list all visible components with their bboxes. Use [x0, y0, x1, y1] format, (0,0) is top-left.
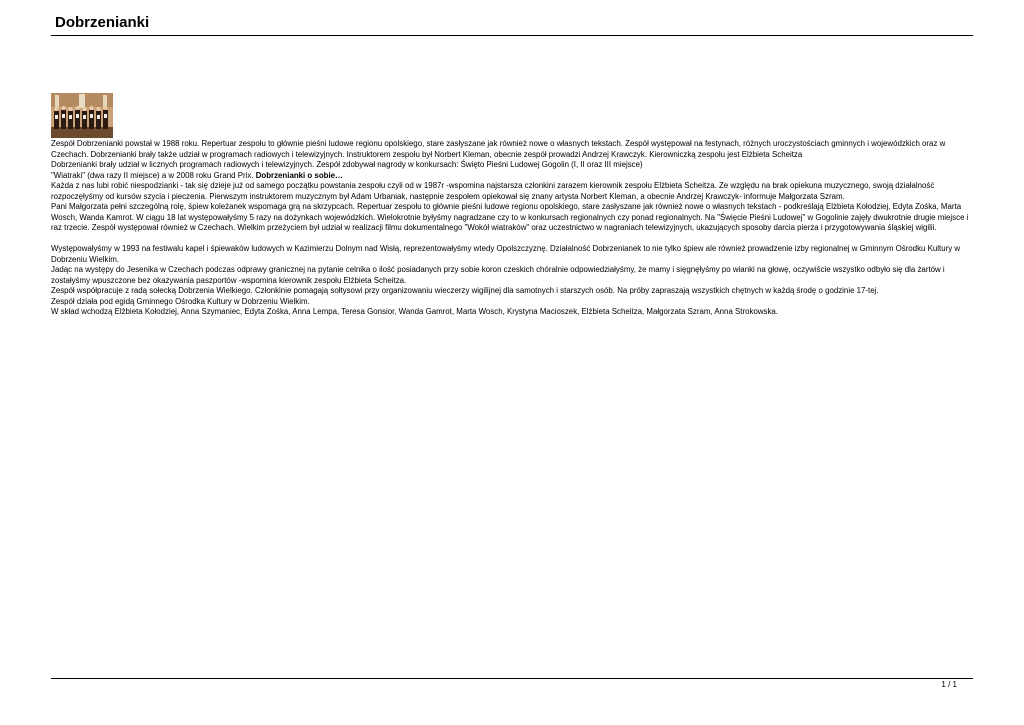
paragraph: Dobrzenianki brały udział w licznych programach radiowych i telewizyjnych. Zespół zdobywał nagrody w konkursach: Święto Pieśni Ludowej Gogolin (I, II oraz III miejsce)	[51, 160, 643, 169]
paragraph: Jadąc na występy do Jesenika w Czechach podczas odprawy granicznej na pytanie celnika o ilość posiadanych przy sobie koron czeskich chóralnie odpowiedziałyśmy, że mamy i sięgnęłyśmy po wianki na głowę, oczywiście wszystko odbyło się dla żartów i zostałyśmy wpuszczone bez okazywania paszportów -wspomina kierownik zespołu Elżbieta Scheitza.	[51, 265, 945, 285]
page-number: 1 / 1	[941, 680, 957, 689]
paragraph: Zespół współpracuje z radą sołecką Dobrzenia Wielkiego. Członkinie pomagają sołtysowi przy organizowaniu wieczerzy wigilijnej dla samotnych i starszych osób. Na próby zapraszają wszystkich chętnych w każdą środę o godzinie 17-tej.	[51, 286, 879, 295]
header-divider	[51, 35, 973, 36]
paragraph-spacer	[51, 234, 976, 245]
paragraph: Zespół Dobrzenianki powstał w 1988 roku. Repertuar zespołu to głównie pieśni ludowe regionu opolskiego, stare zasłyszane jak również nowe o własnych tekstach. Zespół występował na festynach, różnych uroczystościach gminnych i wojewódzkich oraz w Czechach. Dobrzenianki brały także udział w programach radiowych i telewizyjnych. Instruktorem zespołu był Norbert Kleman, obecnie zespół prowadzi Andrzej Krawczyk. Kierowniczką zespołu jest Elżbieta Scheitza	[51, 139, 946, 159]
section-heading: Dobrzenianki o sobie…	[255, 170, 343, 180]
paragraph-text: "Wiatraki" (dwa razy II miejsce) a w 2008 roku Grand Prix.	[51, 170, 256, 180]
page-title: Dobrzenianki	[55, 14, 150, 31]
article-body	[51, 139, 976, 318]
footer-divider	[51, 678, 973, 679]
paragraph: Występowałyśmy w 1993 na festiwalu kapel i śpiewaków ludowych w Kazimierzu Dolnym nad Wisłą, reprezentowałyśmy wtedy Opolszczyznę. Działalność Dobrzenianek to nie tylko śpiew ale również prowadzenie izby regionalnej w Gminnym Ośrodku Kultury w Dobrzeniu Wielkim.	[51, 244, 961, 264]
paragraph: W skład wchodzą Elżbieta Kołodziej, Anna Szymaniec, Edyta Zośka, Anna Lempa, Teresa Gonsior, Wanda Gamrot, Marta Wosch, Krystyna Macioszek, Elżbieta Scheitza, Małgorzata Szram, Anna Strokowska.	[51, 307, 778, 316]
paragraph: Zespół działa pod egidą Gminnego Ośrodka Kultury w Dobrzeniu Wielkim.	[51, 296, 310, 306]
paragraph	[51, 171, 976, 182]
paragraph: Każda z nas lubi robić niespodzianki - tak się dzieje już od samego początku powstania zespołu czyli od w 1987r -wspomina najstarsza członkini zarazem kierownik zespołu Elżbieta Scheitza. Ze względu na brak opiekuna muzycznego, swoją działalność rozpoczęłyśmy od kursów szycia i pieczenia. Pierwszym instruktorem muzycznym był Adam Urbaniak, następnie zespołem opiekował się znany artysta Norbert Kleman, a obecnie Andrzej Krawczyk- informuje Małgorzata Szram.	[51, 181, 935, 201]
choir-photo-icon	[51, 93, 113, 138]
paragraph: Pani Małgorzata pełni szczególną rolę, śpiew koleżanek wspomaga grą na skrzypcach. Repertuar zespołu to głównie pieśni ludowe regionu opolskiego, stare zasłyszane jak również nowe o własnych tekstach - podkreślają Elżbieta Kołodziej, Edyta Zośka, Marta Wosch, Wanda Kamrot. W ciągu 18 lat występowałyśmy 5 razy na dożynkach wojewódzkich. Wielokrotnie byłyśmy nagradzane czy to w konkursach regionalnych czy ponad regionalnych. Na "Święcie Pieśni Ludowej" w Gogolinie zajęły dwukrotnie drugie miejsce i raz trzecie. Zespół występował również w Czechach. Wielkim przeżyciem był udział w realizacji filmu dokumentalnego "Wokół wiatraków" oraz uczestnictwo w nagraniach telewizyjnych, ukazujących sposoby darcia pierza i przygotowywania śląskiej wigilii.	[51, 202, 969, 232]
